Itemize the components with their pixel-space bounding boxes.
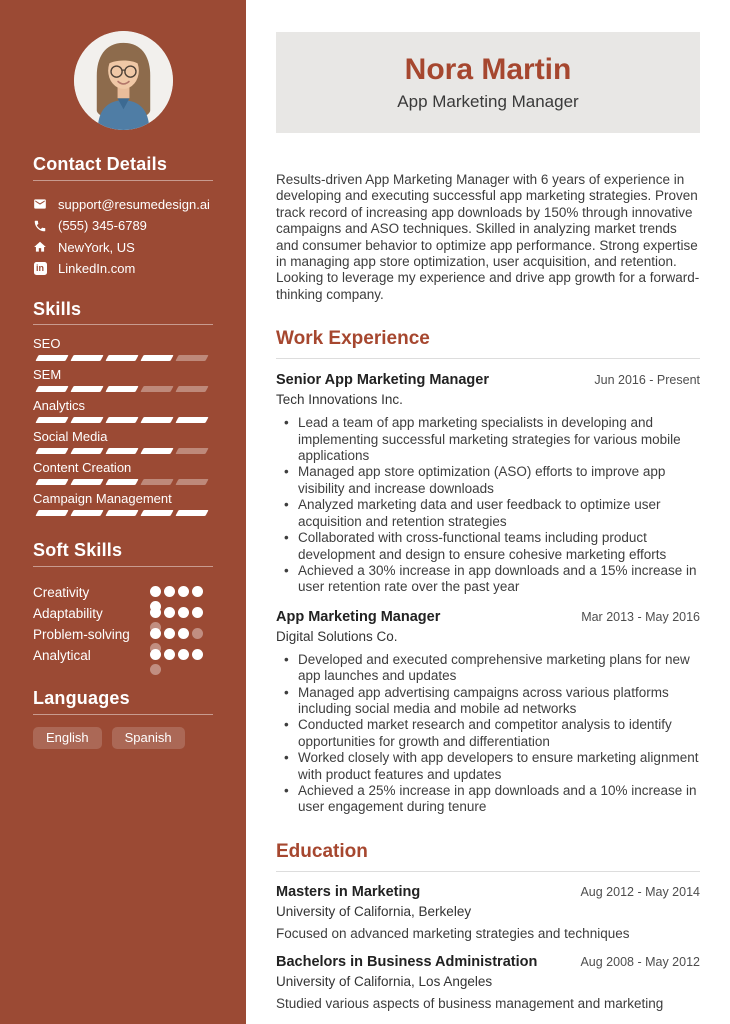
language-pill: Spanish [112,727,185,749]
skill-bar [37,417,213,423]
skill-bar-segment [140,417,173,423]
rating-dot [178,586,189,597]
linkedin-icon-glyph: in [34,262,47,275]
contact-item[interactable] [33,215,213,237]
skill-bar-segment [35,355,68,361]
skill-item [33,429,213,454]
work-experience-section [276,328,700,816]
skill-item [33,460,213,485]
person-role: App Marketing Manager [397,92,579,111]
education-note: Studied various aspects of business management and marketing [276,995,664,1011]
skill-bar-segment [175,386,208,392]
languages-section [33,688,213,749]
rating-dot [164,628,175,639]
contact-text: NewYork, US [58,239,135,255]
email-icon [33,197,47,211]
rating-dot [150,664,161,675]
skill-bar-segment [175,510,208,516]
skill-bar-segment [140,510,173,516]
skill-bar-segment [175,417,208,423]
soft-skill-dots [150,586,203,601]
job-entry [276,372,700,595]
skill-label: Analytics [33,398,86,414]
skill-bar [37,448,213,454]
skill-bar-segment [70,386,103,392]
education-degree: Bachelors in Business Administration [276,953,538,970]
contact-section [33,154,213,280]
contact-item[interactable] [33,258,213,280]
skill-label: SEM [33,367,62,383]
job-bullet: • Managed app advertising campaigns across various platforms including social media and mobile ad networks [276,685,700,718]
soft-skill-list [33,583,213,667]
job-company: Digital Solutions Co. [276,628,398,644]
soft-skill-row [33,583,213,604]
job-dates: Jun 2016 - Present [594,373,700,388]
skill-bar [37,355,213,361]
job-entry [276,609,700,816]
job-company: Tech Innovations Inc. [276,392,403,408]
rating-dot [164,586,175,597]
skill-label: SEO [33,336,61,352]
skill-bar-segment [35,417,68,423]
contact-divider [33,180,213,181]
rating-dot [178,607,189,618]
soft-skills-section-title: Soft Skills [33,540,123,561]
languages-section-title: Languages [33,688,130,709]
soft-skill-dots [150,628,203,643]
rating-dot [192,628,203,639]
skill-list [33,336,213,516]
contact-section-title: Contact Details [33,154,168,174]
rating-dot [192,586,203,597]
job-header-row [276,372,700,389]
contact-text: LinkedIn.com [58,261,136,277]
job-bullet: • Lead a team of app marketing specialists in developing and implementing successful marketing strategies for various mobile applications [276,415,700,464]
languages-divider [33,714,213,715]
rating-dot [192,607,203,618]
contact-list [33,194,213,280]
skill-label: Campaign Management [33,491,172,507]
job-bullet-list [276,415,700,595]
rating-dot [150,586,161,597]
skill-bar-segment [35,386,68,392]
sidebar [0,0,246,1024]
person-name: Nora Martin [404,53,572,86]
skill-bar-segment [70,448,103,454]
contact-text: support@resumedesign.ai [58,196,210,212]
job-bullet: • Achieved a 25% increase in app downloads and a 10% increase in user engagement during tenure [276,783,700,816]
skill-bar-segment [70,355,103,361]
skill-label: Content Creation [33,460,132,476]
avatar-wrap [33,31,213,130]
education-school: University of California, Berkeley [276,903,472,919]
skill-bar-segment [105,355,138,361]
education-dates: Aug 2012 - May 2014 [580,884,700,899]
avatar-illustration [74,31,173,130]
skill-bar-segment [140,355,173,361]
soft-skills-section [33,540,213,667]
language-pill: English [33,727,102,749]
skill-bar-segment [105,479,138,485]
job-list [276,372,700,816]
education-entry [276,954,700,1012]
education-school: University of California, Los Angeles [276,973,493,989]
skill-label: Social Media [33,429,108,445]
education-note: Focused on advanced marketing strategies and techniques [276,925,630,941]
rating-dot [150,607,161,618]
skill-bar-segment [35,448,68,454]
linkedin-icon [33,262,47,276]
skill-bar-segment [105,417,138,423]
rating-dot [164,649,175,660]
skill-bar-segment [140,448,173,454]
education-section [276,841,700,1012]
education-dates: Aug 2008 - May 2012 [580,954,700,969]
soft-skill-dots [150,649,203,664]
skills-section-title: Skills [33,298,82,319]
soft-skill-dots [150,607,203,622]
soft-skill-row [33,646,213,667]
job-bullet: • Collaborated with cross-functional teams including product development and design to ensure cohesive marketing efforts [276,530,700,563]
skill-item [33,336,213,361]
job-header-row [276,609,700,626]
rating-dot [178,628,189,639]
job-bullet: • Achieved a 30% increase in app downloads and a 15% increase in user retention rate over the past year [276,563,700,596]
skill-bar-segment [35,479,68,485]
soft-skill-label: Problem-solving [33,627,130,643]
job-bullet-list [276,652,700,816]
phone-icon [33,219,47,233]
job-bullet: • Conducted market research and competitor analysis to identify opportunities for growth and differentiation [276,717,700,750]
job-bullet: • Analyzed marketing data and user feedback to optimize user acquisition and retention strategies [276,497,700,530]
soft-skills-divider [33,566,213,567]
job-bullet: • Developed and executed comprehensive marketing plans for new app launches and updates [276,652,700,685]
job-bullet: • Managed app store optimization (ASO) efforts to improve app visibility and increase downloads [276,464,700,497]
rating-dot [178,649,189,660]
job-title: Senior App Marketing Manager [276,372,489,389]
skill-bar-segment [70,417,103,423]
skill-bar-segment [105,386,138,392]
skills-section [33,299,213,517]
education-header-row [276,884,700,901]
job-dates: Mar 2013 - May 2016 [581,609,700,624]
skill-bar-segment [105,510,138,516]
rating-dot [150,628,161,639]
rating-dot [164,607,175,618]
education-list [276,884,700,1012]
avatar [74,31,173,130]
skill-item [33,491,213,516]
skill-bar [37,510,213,516]
main-content [246,0,730,1024]
soft-skill-label: Creativity [33,585,90,601]
skill-bar-segment [70,479,103,485]
work-experience-title: Work Experience [276,328,700,359]
skill-bar-segment [175,479,208,485]
language-list [33,727,213,749]
home-icon [33,240,47,254]
rating-dot [150,649,161,660]
skill-bar-segment [35,510,68,516]
name-header [276,32,700,133]
contact-text: (555) 345-6789 [58,218,147,234]
skill-bar [37,386,213,392]
skill-bar-segment [70,510,103,516]
summary-paragraph: Results-driven App Marketing Manager with 6 years of experience in developing and executing successful app marketing strategies. Proven track record of increasing app downloads by 150% through innovative campaigns and ASO techniques. Skilled in analyzing market trends and consumer behavior to optimize app performance. Strong expertise in managing app store optimization, user acquisition, and retention. Looking to leverage my experience and drive app growth for a forward-thinking company. [276,172,700,302]
soft-skill-label: Analytical [33,648,91,664]
skills-divider [33,324,213,325]
skill-bar-segment [175,355,208,361]
skill-bar-segment [140,479,173,485]
soft-skill-label: Adaptability [33,606,103,622]
skill-bar-segment [140,386,173,392]
job-title: App Marketing Manager [276,608,441,625]
contact-item[interactable] [33,194,213,216]
rating-dot [192,649,203,660]
skill-bar-segment [175,448,208,454]
soft-skill-row [33,604,213,625]
education-entry [276,884,700,942]
skill-bar-segment [105,448,138,454]
education-title: Education [276,841,700,872]
education-header-row [276,954,700,971]
contact-item[interactable] [33,237,213,259]
job-bullet: • Worked closely with app developers to ensure marketing alignment with product features and updates [276,750,700,783]
skill-item [33,398,213,423]
skill-bar [37,479,213,485]
soft-skill-row [33,625,213,646]
education-degree: Masters in Marketing [276,883,421,900]
skill-item [33,367,213,392]
